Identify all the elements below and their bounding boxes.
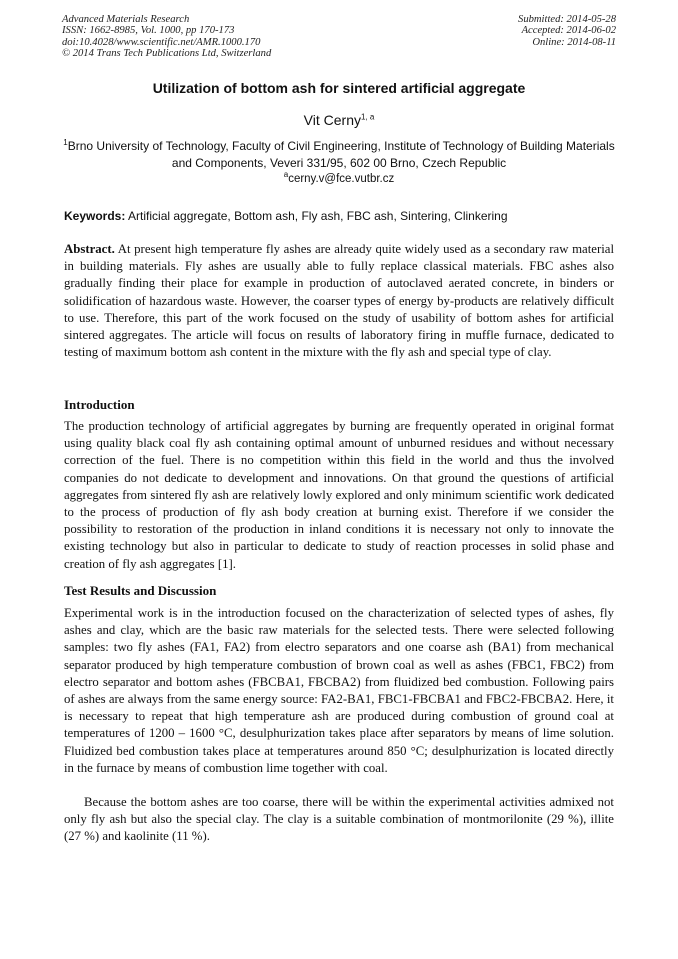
online-date: Online: 2014-08-11 [532,36,616,48]
paper-title: Utilization of bottom ash for sintered artificial aggregate [152,80,526,96]
accepted-date: Accepted: 2014-06-02 [521,25,616,37]
email-superscript: a [283,170,289,180]
author-superscript: 1, a [360,112,375,122]
introduction-paragraph: The production technology of artificial aggregates by burning are frequently operated in original format using quality black coal fly ash containing optimal amount of unburned residues and without necessary correction of the fuel. There is no competition within this field in the world and thus the involved companies do not dedicate to development and innovations. On that ground the questions of artificial aggregates from sintered fly ash are relatively lowly explored and only minimum scientific work dedicated to the process of production of fly ash body creation at burning exist. Therefore if we consider the possibility to restoration of the production in inland conditions it is necessary not only to innovate the existing technology but also in particular to dedicate to study of reaction processes in solid phase and creation of fly ash aggregates [1]. [64,419,614,571]
keywords-text: Artificial aggregate, Bottom ash, Fly ash, FBC ash, Sintering, Clinkering [128,209,508,223]
dates-header [518,14,616,48]
results-paragraph-1: Experimental work is in the introduction focused on the characterization of selected types of ashes, fly ashes and clay, which are the basic raw materials for the selected tests. There were selected following samples: two fly ashes (FA1, FA2) from electro separators and one coarse ash (BA1) from mechanical separator produced by high temperature combustion of brown coal as well as ashes (FBC1, FBC2) from electro separator and bottom ashes (FBCBA1, FBCBA2) from fluidized bed combustion. Following pairs of ashes are always from the same energy source: FA2-BA1, FBC1-FBCBA1 and FBC2-FBCBA2. Here, it is necessary to repeat that high temperature ash are produced during combustion of ground coal at temperatures of 1200 – 1600 °C, desulphurization takes place after separators by means of lime solution. Fluidized bed combustion takes place at temperatures around 850 °C; desulphurization is located directly in the furnace by means of combustion lime together with coal. [64,606,614,775]
affiliation-superscript: 1 [63,138,68,147]
abstract-label: Abstract. [64,242,115,256]
issn-line: ISSN: 1662-8985, Vol. 1000, pp 170-173 [62,25,235,37]
abstract [64,241,614,361]
results-heading: Test Results and Discussion [64,583,217,598]
author-line [0,112,678,128]
doi-line[interactable]: doi:10.4028/www.scientific.net/AMR.1000.170 [62,36,261,48]
author-name: Vit Cerny [303,112,361,128]
affiliation-text: Brno University of Technology, Faculty of Civil Engineering, Institute of Technology of Building Materials and Components, Veveri 331/95, 602 00 Brno, Czech Republic [67,139,615,170]
keywords-label: Keywords: [64,209,126,223]
results-paragraph-2: Because the bottom ashes are too coarse, there will be within the experimental activities admixed not only fly ash but also the special clay. The clay is a suitable combination of montmorilonite (29 %), illite (27 %) and kaolinite (11 %). [64,795,614,844]
affiliation [62,138,616,172]
copyright-line: © 2014 Trans Tech Publications Ltd, Switzerland [62,47,272,59]
email-address[interactable]: cerny.v@fce.vutbr.cz [288,173,395,185]
keywords [64,209,624,223]
journal-header [62,14,271,59]
email-line [0,170,678,185]
journal-name: Advanced Materials Research [62,14,190,25]
abstract-text: At present high temperature fly ashes are already quite widely used as a secondary raw material in building materials. Fly ashes are usually able to fully replace classical materials. FBC ashes also gradually finding their place for example in production of autoclaved aerated concrete, in binders or solidification of hazardous waste. However, the coarser types of energy by-products are relatively difficult to use. Therefore, this part of the work focused on the study of usability of bottom ashes for artificial sintered aggregates. The article will focus on results of laboratory firing in muffle furnace, dedicated to testing of maximum bottom ash content in the mixture with the fly ash and special type of clay. [64,242,614,360]
introduction-heading: Introduction [64,397,135,412]
submitted-date: Submitted: 2014-05-28 [518,14,616,25]
